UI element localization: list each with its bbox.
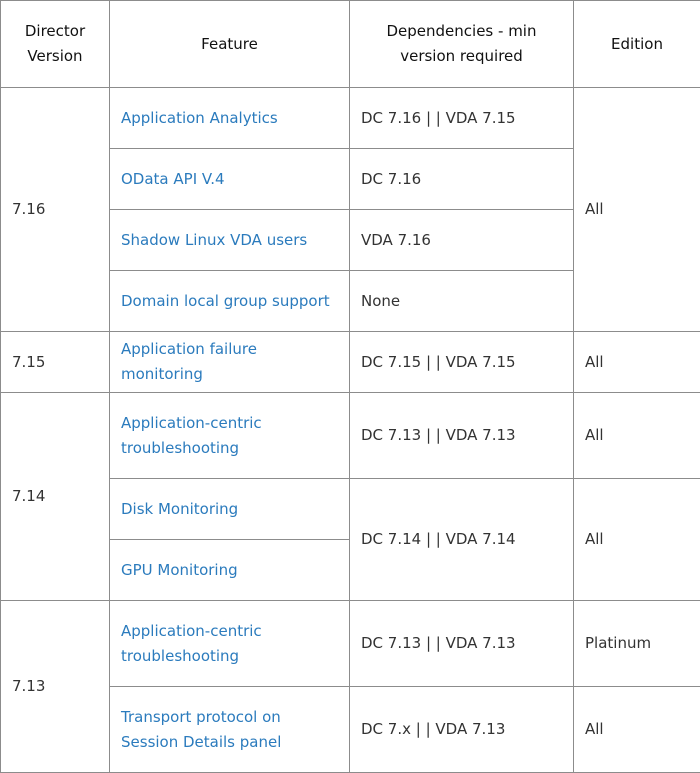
feature-cell [110,601,350,687]
dependency-cell: DC 7.13 | | VDA 7.13 [350,601,574,687]
dependency-cell: DC 7.16 | | VDA 7.15 [350,88,574,149]
header-row [1,1,700,88]
feature-link[interactable]: Application Analytics [121,108,278,127]
dependency-cell: VDA 7.16 [350,210,574,271]
dependency-cell: None [350,271,574,332]
version-cell: 7.14 [1,393,110,601]
feature-cell [110,332,350,393]
feature-link[interactable]: Transport protocol on Session Details panel [121,707,282,751]
edition-cell: All [574,479,700,601]
feature-link[interactable]: Application-centric troubleshooting [121,413,262,457]
feature-link[interactable]: Application-centric troubleshooting [121,621,262,665]
feature-cell [110,210,350,271]
dependency-cell: DC 7.14 | | VDA 7.14 [350,479,574,601]
feature-cell [110,88,350,149]
table-row [1,601,700,687]
feature-cell [110,687,350,773]
feature-cell [110,393,350,479]
feature-link[interactable]: Shadow Linux VDA users [121,230,308,249]
dependency-cell: DC 7.15 | | VDA 7.15 [350,332,574,393]
header-edition: Edition [574,1,700,88]
edition-cell: All [574,687,700,773]
table-row [1,332,700,393]
edition-cell: All [574,332,700,393]
feature-cell [110,479,350,540]
header-director-version: Director Version [1,1,110,88]
dependency-cell: DC 7.13 | | VDA 7.13 [350,393,574,479]
header-feature: Feature [110,1,350,88]
feature-link[interactable]: GPU Monitoring [121,560,238,579]
version-cell: 7.15 [1,332,110,393]
edition-cell: All [574,88,700,332]
table-row [1,88,700,149]
feature-link[interactable]: Application failure monitoring [121,340,257,383]
feature-cell [110,271,350,332]
feature-link[interactable]: OData API V.4 [121,169,225,188]
header-dependencies: Dependencies - min version required [350,1,574,88]
dependency-cell: DC 7.x | | VDA 7.13 [350,687,574,773]
edition-cell: Platinum [574,601,700,687]
feature-link[interactable]: Domain local group support [121,291,330,310]
feature-cell [110,540,350,601]
edition-cell: All [574,393,700,479]
version-cell: 7.16 [1,88,110,332]
dependency-cell: DC 7.16 [350,149,574,210]
version-cell: 7.13 [1,601,110,773]
table-row [1,393,700,479]
feature-cell [110,149,350,210]
feature-link[interactable]: Disk Monitoring [121,499,239,518]
